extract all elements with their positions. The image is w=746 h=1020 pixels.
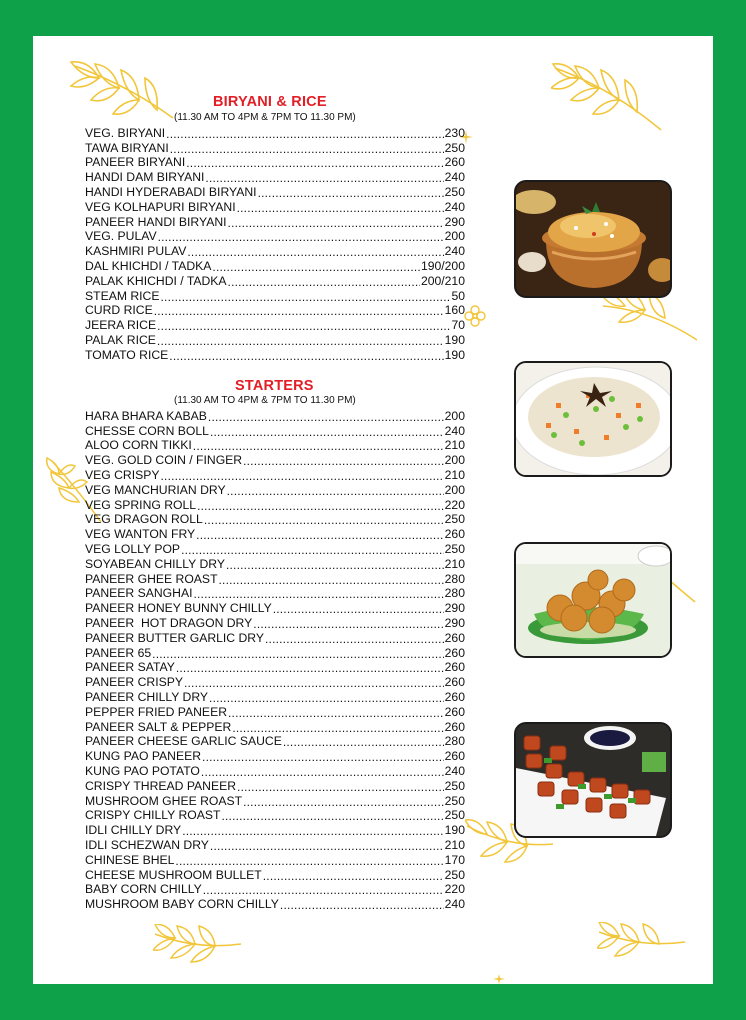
menu-item-name: PALAK RICE: [85, 332, 156, 347]
menu-item-name: PANEER GHEE ROAST: [85, 571, 218, 586]
menu-item-price: 50: [451, 288, 465, 303]
menu-item-price: 250: [444, 793, 465, 808]
dot-leader: [154, 305, 444, 317]
menu-item-name: HARA BHARA KABAB: [85, 408, 207, 423]
menu-item-price: 190: [444, 347, 465, 362]
menu-item-name: KASHMIRI PULAV: [85, 244, 187, 259]
menu-item-row: [85, 556, 465, 571]
menu-item-row: [85, 423, 465, 438]
menu-item-name: PANEER CHILLY DRY: [85, 689, 209, 704]
dot-leader: [187, 246, 443, 258]
menu-item-row: [85, 808, 465, 823]
menu-item-name: STEAM RICE: [85, 288, 160, 303]
menu-item-name: PEPPER FRIED PANEER: [85, 704, 227, 719]
menu-item-name: KUNG PAO POTATO: [85, 763, 200, 778]
menu-item-price: 260: [444, 630, 465, 645]
menu-item-price: 200: [444, 453, 465, 468]
menu-item-name: VEG LOLLY POP: [85, 541, 181, 556]
menu-item-price: 210: [444, 438, 465, 453]
menu-item-row: [85, 748, 465, 763]
menu-item-row: [85, 125, 465, 140]
menu-item-price: 260: [444, 660, 465, 675]
menu-item-price: 280: [444, 586, 465, 601]
veg-pulav-plate-photo: [514, 361, 672, 477]
menu-item-price: 220: [444, 882, 465, 897]
dot-leader: [204, 514, 444, 526]
menu-item-name: CHEESE MUSHROOM BULLET: [85, 867, 262, 882]
menu-item-row: [85, 630, 465, 645]
menu-item-name: VEG KOLHAPURI BIRYANI: [85, 199, 236, 214]
menu-item-row: [85, 482, 465, 497]
wheat-leaf-decoration-top-right-icon: [551, 60, 666, 135]
menu-item-row: [85, 526, 465, 541]
menu-item-row: [85, 882, 465, 897]
dot-leader: [158, 231, 444, 243]
sparkle-decoration-bottom-icon: [493, 974, 505, 984]
menu-item-row: [85, 571, 465, 586]
menu-item-price: 170: [444, 852, 465, 867]
dot-leader: [263, 870, 444, 882]
menu-item-price: 210: [444, 556, 465, 571]
menu-item-row: [85, 317, 465, 332]
menu-item-name: VEG. PULAV: [85, 229, 157, 244]
menu-item-row: [85, 793, 465, 808]
menu-item-row: [85, 734, 465, 749]
menu-item-row: [85, 155, 465, 170]
menu-item-name: KUNG PAO PANEER: [85, 749, 202, 764]
wheat-leaf-decoration-bottom-left-icon: [153, 924, 243, 964]
menu-item-name: PANEER SALT & PEPPER: [85, 719, 232, 734]
menu-item-price: 280: [444, 571, 465, 586]
menu-item-price: 240: [444, 199, 465, 214]
dot-leader: [176, 662, 444, 674]
dot-leader: [161, 291, 451, 303]
menu-item-row: [85, 497, 465, 512]
menu-item-name: PANEER 65: [85, 645, 152, 660]
paneer-chilly-platter-photo: [514, 722, 672, 838]
menu-item-name: MUSHROOM GHEE ROAST: [85, 793, 243, 808]
menu-item-name: CURD RICE: [85, 303, 153, 318]
dot-leader: [226, 559, 444, 571]
menu-item-name: VEG MANCHURIAN DRY: [85, 482, 226, 497]
menu-item-name: PANEER SANGHAI: [85, 586, 193, 601]
flower-decoration-icon: [463, 304, 487, 328]
menu-item-price: 260: [444, 704, 465, 719]
menu-item-row: [85, 199, 465, 214]
dot-leader: [175, 855, 443, 867]
menu-item-price: 210: [444, 837, 465, 852]
menu-item-row: [85, 258, 465, 273]
menu-item-row: [85, 140, 465, 155]
menu-item-price: 260: [444, 749, 465, 764]
menu-item-name: PANEER HONEY BUNNY CHILLY: [85, 601, 272, 616]
menu-item-name: DAL KHICHDI / TADKA: [85, 258, 212, 273]
menu-item-price: 250: [444, 867, 465, 882]
menu-item-row: [85, 778, 465, 793]
dot-leader: [152, 648, 444, 660]
menu-item-name: PANEER BIRYANI: [85, 155, 186, 170]
dot-leader: [253, 618, 443, 630]
menu-item-name: PANEER HOT DRAGON DRY: [85, 615, 253, 630]
menu-item-row: [85, 214, 465, 229]
menu-item-price: 250: [444, 808, 465, 823]
dot-leader: [182, 825, 443, 837]
menu-item-name: IDLI CHILLY DRY: [85, 823, 182, 838]
dot-leader: [228, 707, 444, 719]
dot-leader: [157, 320, 450, 332]
dot-leader: [205, 172, 443, 184]
menu-item-price: 70: [451, 318, 465, 333]
menu-item-price: 240: [444, 170, 465, 185]
section-timing-starters: (11.30 AM TO 4PM & 7PM TO 11.30 PM): [174, 395, 356, 406]
dot-leader: [184, 677, 444, 689]
menu-item-row: [85, 660, 465, 675]
menu-item-name: CRISPY THREAD PANEER: [85, 778, 237, 793]
menu-item-price: 210: [444, 467, 465, 482]
menu-item-row: [85, 645, 465, 660]
menu-item-price: 190: [444, 332, 465, 347]
menu-item-row: [85, 867, 465, 882]
dot-leader: [265, 633, 444, 645]
menu-item-row: [85, 689, 465, 704]
dot-leader: [228, 217, 444, 229]
dot-leader: [181, 544, 444, 556]
dot-leader: [170, 143, 444, 155]
menu-item-name: HANDI DAM BIRYANI: [85, 170, 205, 185]
dot-leader: [197, 500, 444, 512]
menu-item-name: SOYABEAN CHILLY DRY: [85, 556, 225, 571]
dot-leader: [169, 350, 443, 362]
menu-list-starters: [85, 408, 465, 911]
dot-leader: [232, 722, 443, 734]
menu-item-price: 290: [444, 214, 465, 229]
menu-item-name: PANEER CRISPY: [85, 675, 183, 690]
menu-item-row: [85, 273, 465, 288]
menu-item-name: VEG. GOLD COIN / FINGER: [85, 453, 243, 468]
dot-leader: [203, 884, 444, 896]
menu-item-price: 260: [444, 675, 465, 690]
dot-leader: [209, 692, 444, 704]
menu-item-price: 290: [444, 615, 465, 630]
menu-item-price: 160: [444, 303, 465, 318]
dot-leader: [161, 470, 444, 482]
menu-item-price: 260: [444, 155, 465, 170]
menu-item-name: PANEER CHEESE GARLIC SAUCE: [85, 734, 282, 749]
menu-item-row: [85, 184, 465, 199]
menu-item-name: PANEER BUTTER GARLIC DRY: [85, 630, 265, 645]
menu-item-row: [85, 896, 465, 911]
menu-item-name: ALOO CORN TIKKI: [85, 438, 192, 453]
menu-item-price: 190: [444, 823, 465, 838]
menu-item-row: [85, 541, 465, 556]
menu-item-price: 230: [444, 125, 465, 140]
dot-leader: [243, 796, 444, 808]
menu-item-row: [85, 332, 465, 347]
menu-list-biryani-rice: [85, 125, 465, 362]
menu-item-name: JEERA RICE: [85, 318, 157, 333]
menu-item-name: VEG. BIRYANI: [85, 125, 166, 140]
dot-leader: [186, 157, 443, 169]
menu-item-row: [85, 674, 465, 689]
menu-item-price: 250: [444, 184, 465, 199]
menu-page: [33, 36, 713, 984]
menu-item-price: 260: [444, 719, 465, 734]
dot-leader: [273, 603, 444, 615]
menu-item-price: 280: [444, 734, 465, 749]
menu-item-row: [85, 347, 465, 362]
menu-item-row: [85, 243, 465, 258]
menu-item-price: 190/200: [420, 258, 465, 273]
menu-item-price: 250: [444, 140, 465, 155]
menu-item-price: 220: [444, 497, 465, 512]
menu-item-row: [85, 600, 465, 615]
menu-item-price: 240: [444, 244, 465, 259]
fried-starter-balls-photo: [514, 542, 672, 658]
dot-leader: [193, 588, 443, 600]
dot-leader: [210, 426, 444, 438]
dot-leader: [237, 202, 444, 214]
menu-item-name: VEG CRISPY: [85, 467, 160, 482]
menu-item-row: [85, 852, 465, 867]
menu-item-price: 250: [444, 512, 465, 527]
menu-item-row: [85, 467, 465, 482]
menu-item-name: HANDI HYDERABADI BIRYANI: [85, 184, 257, 199]
dot-leader: [258, 187, 444, 199]
dot-leader: [237, 781, 444, 793]
dot-leader: [166, 128, 444, 140]
menu-item-row: [85, 303, 465, 318]
dot-leader: [210, 840, 444, 852]
menu-item-row: [85, 408, 465, 423]
menu-item-price: 290: [444, 601, 465, 616]
menu-item-name: TOMATO RICE: [85, 347, 169, 362]
menu-item-name: CHESSE CORN BOLL: [85, 423, 209, 438]
dot-leader: [196, 529, 444, 541]
menu-item-name: PALAK KHICHDI / TADKA: [85, 273, 227, 288]
menu-item-name: TAWA BIRYANI: [85, 140, 169, 155]
menu-item-name: IDLI SCHEZWAN DRY: [85, 837, 209, 852]
menu-item-price: 260: [444, 689, 465, 704]
dot-leader: [157, 335, 444, 347]
menu-item-price: 200: [444, 229, 465, 244]
menu-item-row: [85, 822, 465, 837]
menu-item-name: PANEER SATAY: [85, 660, 175, 675]
menu-item-row: [85, 512, 465, 527]
menu-item-row: [85, 586, 465, 601]
menu-item-price: 260: [444, 527, 465, 542]
menu-item-price: 200/210: [420, 273, 465, 288]
menu-item-price: 260: [444, 645, 465, 660]
menu-item-row: [85, 837, 465, 852]
menu-item-name: VEG SPRING ROLL: [85, 497, 197, 512]
menu-item-name: VEG WANTON FRY: [85, 527, 196, 542]
menu-item-name: VEG DRAGON ROLL: [85, 512, 203, 527]
menu-item-row: [85, 438, 465, 453]
menu-item-row: [85, 452, 465, 467]
menu-item-price: 200: [444, 482, 465, 497]
dot-leader: [193, 440, 444, 452]
dot-leader: [202, 751, 444, 763]
section-timing-biryani-rice: (11.30 AM TO 4PM & 7PM TO 11.30 PM): [174, 112, 356, 123]
dot-leader: [227, 485, 444, 497]
menu-item-row: [85, 719, 465, 734]
menu-item-name: BABY CORN CHILLY: [85, 882, 202, 897]
menu-item-row: [85, 704, 465, 719]
dot-leader: [208, 411, 444, 423]
biryani-pot-photo: [514, 180, 672, 298]
menu-item-row: [85, 229, 465, 244]
dot-leader: [201, 766, 444, 778]
dot-leader: [221, 810, 443, 822]
dot-leader: [228, 276, 420, 288]
dot-leader: [243, 455, 444, 467]
dot-leader: [219, 574, 444, 586]
menu-item-name: PANEER HANDI BIRYANI: [85, 214, 227, 229]
menu-item-name: CRISPY CHILLY ROAST: [85, 808, 221, 823]
menu-item-price: 240: [444, 423, 465, 438]
dot-leader: [212, 261, 420, 273]
menu-item-price: 240: [444, 897, 465, 912]
menu-item-row: [85, 169, 465, 184]
menu-item-price: 250: [444, 778, 465, 793]
menu-item-row: [85, 615, 465, 630]
dot-leader: [283, 736, 444, 748]
menu-item-price: 240: [444, 763, 465, 778]
menu-item-name: CHINESE BHEL: [85, 852, 175, 867]
menu-item-price: 250: [444, 541, 465, 556]
wheat-leaf-decoration-bottom-right-icon: [597, 922, 687, 962]
menu-item-row: [85, 763, 465, 778]
menu-item-price: 200: [444, 408, 465, 423]
wheat-leaf-decoration-top-left-icon: [69, 56, 179, 126]
dot-leader: [280, 899, 444, 911]
menu-item-row: [85, 288, 465, 303]
menu-item-name: MUSHROOM BABY CORN CHILLY: [85, 897, 279, 912]
section-title-biryani-rice: BIRYANI & RICE: [213, 94, 327, 110]
section-title-starters: STARTERS: [235, 378, 314, 394]
